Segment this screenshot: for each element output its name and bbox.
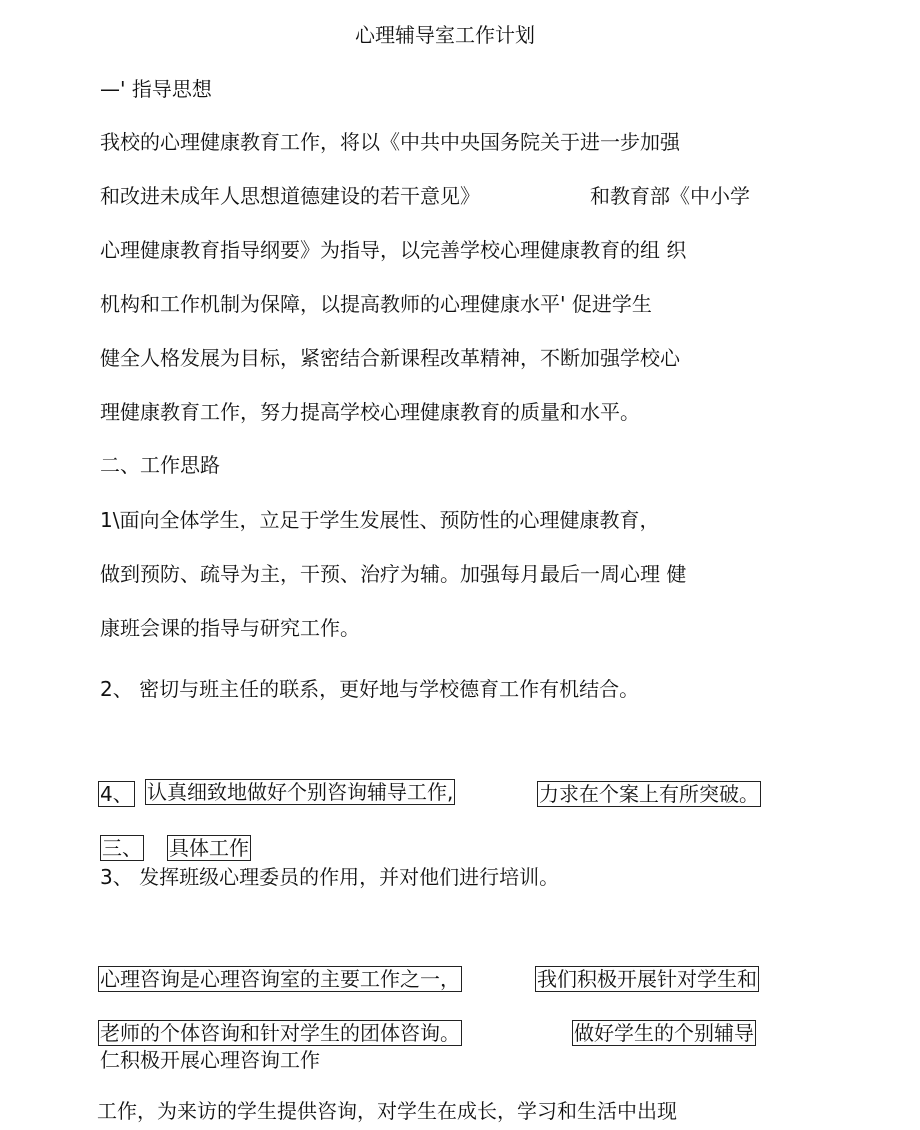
- list-item-line: 做到预防、疏导为主，干预、治疗为辅。加强每月最后一周心理 健: [100, 562, 687, 586]
- paragraph-line: 工作，为来访的学生提供咨询，对学生在成长，学习和生活中出现: [97, 1099, 677, 1123]
- paragraph-line: 机构和工作机制为保障，以提高教师的心理健康水平' 促进学生: [100, 292, 652, 316]
- paragraph-line: 理健康教育工作，努力提高学校心理健康教育的质量和水平。: [100, 400, 640, 424]
- paragraph-fragment: 做好学生的个别辅导: [574, 1021, 754, 1045]
- list-item-line: 康班会课的指导与研究工作。: [100, 616, 360, 640]
- document-title: 心理辅导室工作计划: [355, 23, 535, 47]
- subheading: 仁积极开展心理咨询工作: [100, 1048, 320, 1072]
- section-3-heading-number: 三、: [102, 836, 142, 860]
- list-item-line: 1\面向全体学生，立足于学生发展性、预防性的心理健康教育，: [100, 508, 660, 532]
- paragraph-line: 健全人格发展为目标，紧密结合新课程改革精神，不断加强学校心: [100, 346, 680, 370]
- section-3-heading: 具体工作: [169, 836, 249, 860]
- list-item-4-text-continued: 力求在个案上有所突破。: [539, 782, 759, 806]
- section-2-heading: 二、工作思路: [100, 453, 220, 477]
- paragraph-line: 和教育部《中小学: [590, 184, 750, 208]
- list-item-4-text: 认真细致地做好个别咨询辅导工作,: [147, 780, 454, 804]
- paragraph-fragment: 我们积极开展针对学生和: [537, 967, 757, 991]
- section-1-heading: —' 指导思想: [100, 77, 212, 101]
- list-item-3: 3、 发挥班级心理委员的作用，并对他们进行培训。: [100, 865, 560, 889]
- paragraph-line: 我校的心理健康教育工作，将以《中共中央国务院关于进一步加强: [100, 130, 680, 154]
- list-item-2: 2、 密切与班主任的联系，更好地与学校德育工作有机结合。: [100, 677, 640, 701]
- paragraph-line: 心理健康教育指导纲要》为指导，以完善学校心理健康教育的组 织: [100, 238, 687, 262]
- list-item-4-number: 4、: [100, 782, 133, 806]
- paragraph-fragment: 心理咨询是心理咨询室的主要工作之一，: [100, 967, 460, 991]
- paragraph-line: 和改进未成年人思想道德建设的若干意见》: [100, 184, 480, 208]
- paragraph-fragment: 老师的个体咨询和针对学生的团体咨询。: [100, 1021, 460, 1045]
